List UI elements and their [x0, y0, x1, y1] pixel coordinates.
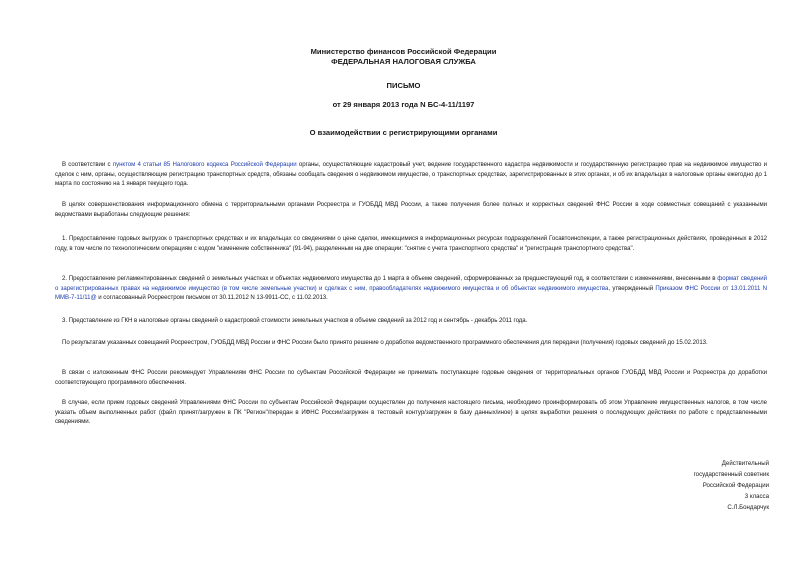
signature-title-line-1: Действительный — [721, 460, 769, 467]
paragraph-3 — [55, 234, 767, 253]
paragraph-8-text: В случае, если прием годовых сведений Управлениями ФНС России по субъектам Российской Федерации осуществлен до получения настоящего письма, необходимо проинформировать об этом Управление имущественных налогов, в том числе указать объем выполненных работ (файл принят/загружен в ПК "Регион"/передан в ИФНС России/загружен в тестовый контур/загружен в базу данных/иное) в целях выработки решения о последующих действиях по работе с представленными сведениями. — [55, 399, 767, 426]
paragraph-4 — [55, 274, 767, 303]
paragraph-3-text: 1. Предоставление годовых выгрузок о транспортных средствах и их владельцах со сведениями о цене сделки, имеющимися в информационных ресурсах подразделений Госавтоинспекции, а также регистрационных действиях, проведенных в 2012 году, в том числе по технологическим операциям с кодом "изменение собственника" (91-94), разделенным на две операции: "снятие с учета транспортного средства" и "регистрация транспортного средства". — [55, 235, 767, 252]
paragraph-1-text-a: В соответствии с — [62, 161, 113, 168]
ministry-name: Министерство финансов Российской Федерации — [310, 47, 497, 56]
paragraph-2-text: В целях совершенствования информационного обмена с территориальными органами Росреестра и ГУОБДД МВД России, а также получения более полных и корректных сведений ФНС России в ходе совместных совещаний с указанными ведомствами выработаны следующие решения: — [55, 201, 767, 218]
document-date-number: от 29 января 2013 года N БС-4-11/1197 — [332, 100, 475, 109]
paragraph-7 — [55, 368, 767, 387]
paragraph-8 — [55, 398, 767, 427]
paragraph-6 — [55, 338, 767, 348]
paragraph-1-text-b: органы, осуществляющие кадастровый учет, ведение государственного кадастра недвижимости и государственную регистрацию прав на недвижимое имущество и сделок с ним, органы, осуществляющие регистрацию транспортных средств, обязаны сообщать сведения о недвижимом имуществе, о транспортных средствах, зарегистрированных в этих органах, и об их владельцах в налоговые органы ежегодно до 1 марта по состоянию на 1 января текущего года. — [55, 161, 768, 188]
order-link[interactable]: Приказом ФНС России от 13.01.2011 N ММВ-7-11/11@ — [55, 284, 767, 302]
paragraph-7-text: В связи с изложенным ФНС России рекомендует Управлениям ФНС России по субъектам Российской Федерации не принимать поступающие годовые сведения от территориальных органов ГУОБДД МВД России и Росреестра до доработки соответствующего программного обеспечения. — [55, 369, 767, 386]
signature-title-line-2: государственный советник — [693, 471, 769, 478]
signatory-name: С.Л.Бондарчук — [727, 504, 769, 511]
format-link[interactable]: формат сведений о зарегистрированных правах на недвижимое имущество (в том числе земельные участки) и сделках с ним, правообладателях недвижимого имущества и об объектах недвижимого имущества — [55, 275, 767, 292]
paragraph-5 — [55, 316, 767, 326]
paragraph-5-text: 3. Представление из ГКН в налоговые органы сведений о кадастровой стоимости земельных участков в объеме сведений за 2012 год и сентябрь - декабрь 2011 года. — [62, 317, 528, 324]
paragraph-4-text-b: , утвержденный — [608, 284, 656, 292]
paragraph-6-text: По результатам указанных совещаний Росреестром, ГУОБДД МВД России и ФНС России было принято решение о доработке ведомственного программного обеспечения для передачи (получения) годовых сведений до 15.02.2013. — [62, 339, 708, 346]
document-type: ПИСЬМО — [386, 81, 421, 90]
signature-title-line-4: 3 класса — [744, 493, 769, 500]
paragraph-4-text-a: 2. Предоставление регламентированных сведений о земельных участках и объектах недвижимого имущества до 1 марта в объеме сведений, сформированных за предшествующий год, в соответствии с изменениями, внесенными в — [62, 275, 718, 282]
document-subject: О взаимодействии с регистрирующими органами — [309, 128, 498, 137]
signature-title-line-3: Российской Федерации — [702, 482, 769, 489]
service-name: ФЕДЕРАЛЬНАЯ НАЛОГОВАЯ СЛУЖБА — [331, 57, 476, 66]
paragraph-2 — [55, 200, 767, 219]
signature-block — [609, 458, 769, 513]
tax-code-link[interactable]: пунктом 4 статьи 85 Налогового кодекса Российской Федерации — [112, 161, 297, 168]
paragraph-1 — [55, 160, 767, 189]
paragraph-4-text-c: и согласованный Росреестром письмом от 30.11.2012 N 13-9911-СС, с 11.02.2013. — [96, 294, 328, 302]
